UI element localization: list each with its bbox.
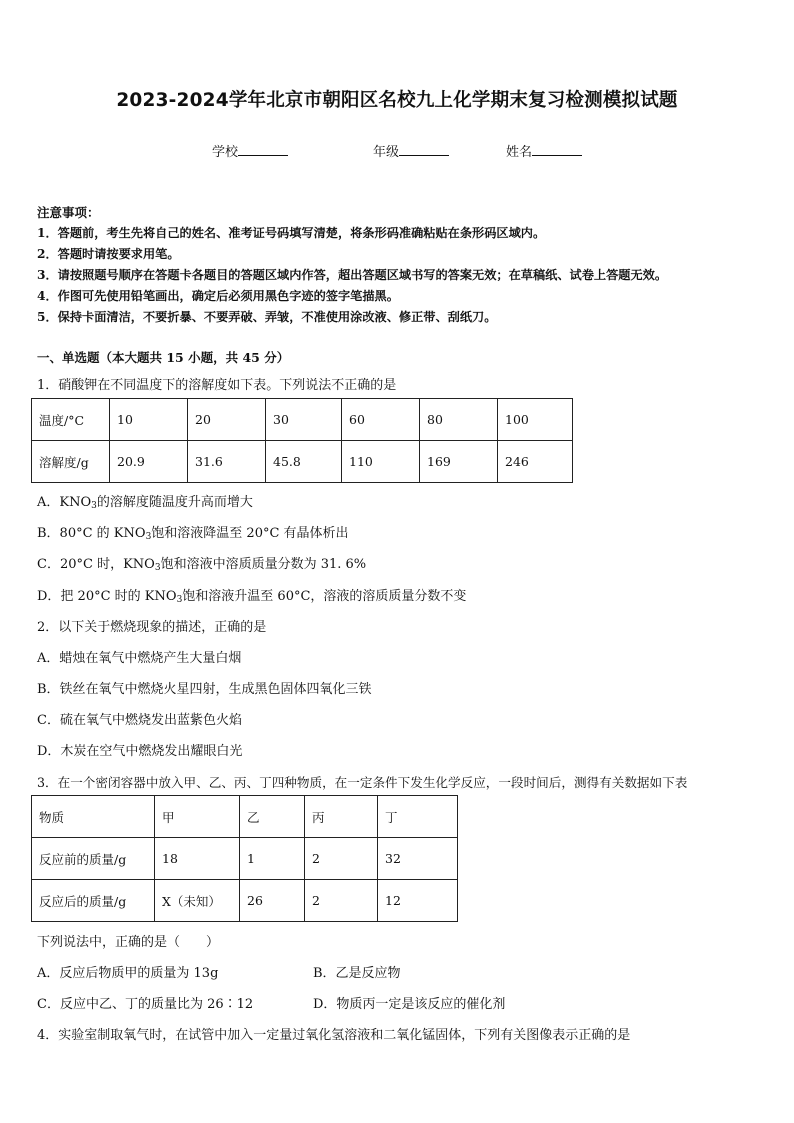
table-cell: 20.9 [110,441,188,483]
table-cell: 丙 [305,796,378,838]
subscript: 3 [91,501,97,511]
table-cell: 110 [342,441,420,483]
table-cell: 32 [378,838,458,880]
question-3-option-d: D．物质丙一定是该反应的催化剂 [313,997,506,1012]
grade-blank [399,143,449,156]
grade-field [373,141,449,160]
question-2-stem: 2．以下关于燃烧现象的描述，正确的是 [37,620,267,635]
table-cell: 物质 [32,796,155,838]
name-label: 姓名 [506,145,533,160]
school-field [212,141,288,160]
subscript: 3 [145,532,152,542]
table-cell: 1 [240,838,305,880]
table-cell: 溶解度/g [32,441,110,483]
question-3-option-c: C．反应中乙、丁的质量比为 26∶12 [37,997,254,1012]
table-cell: 10 [110,399,188,441]
table-cell: X（未知） [155,880,240,922]
table-cell: 26 [240,880,305,922]
school-label: 学校 [212,145,239,160]
subscript: 3 [176,595,183,605]
question-2-option-a: A．蜡烛在氧气中燃烧产生大量白烟 [37,651,242,666]
table-cell: 温度/°C [32,399,110,441]
section-heading: 一、单选题（本大题共 15 小题，共 45 分） [37,350,290,365]
option-text: 饱和溶液中溶质质量分数为 31. 6% [160,557,367,572]
question-3-sub-stem: 下列说法中，正确的是（ ） [37,935,220,950]
question-3-table [31,795,458,922]
question-3-option-b: B．乙是反应物 [313,966,401,981]
table-cell: 60 [342,399,420,441]
note-item: 3．请按照题号顺序在答题卡各题目的答题区域内作答，超出答题区域书写的答案无效；在草稿纸、试卷上答题无效。 [37,268,668,282]
question-3-stem: 3．在一个密闭容器中放入甲、乙、丙、丁四种物质，在一定条件下发生化学反应，一段时间后，测得有关数据如下表 [37,775,688,790]
option-text: 的溶解度随温度升高而增大 [96,495,253,510]
question-1-option-b [37,522,349,542]
question-2-option-b: B．铁丝在氧气中燃烧火星四射，生成黑色固体四氧化三铁 [37,682,372,697]
question-1-stem: 1．硝酸钾在不同温度下的溶解度如下表。下列说法不正确的是 [37,378,397,393]
table-cell: 12 [378,880,458,922]
table-cell: 反应后的质量/g [32,880,155,922]
note-item: 5．保持卡面清洁，不要折暴、不要弄破、弄皱，不准使用涂改液、修正带、刮纸刀。 [37,310,497,324]
table-cell: 20 [188,399,266,441]
table-cell: 30 [266,399,342,441]
option-text: C．20°C 时，KNO [37,557,155,572]
table-cell: 45.8 [266,441,342,483]
table-cell: 乙 [240,796,305,838]
school-blank [238,143,288,156]
note-item: 2．答题时请按要求用笔。 [37,247,180,261]
subscript: 3 [154,563,161,573]
grade-label: 年级 [373,145,400,160]
table-cell: 169 [420,441,498,483]
table-cell: 丁 [378,796,458,838]
name-field [506,141,582,160]
question-1-option-a [37,491,253,511]
question-2-option-c: C．硫在氧气中燃烧发出蓝紫色火焰 [37,713,242,728]
table-cell: 246 [498,441,573,483]
option-text: 饱和溶液升温至 60°C，溶液的溶质质量分数不变 [182,589,467,604]
table-cell: 甲 [155,796,240,838]
table-cell: 31.6 [188,441,266,483]
option-text: D．把 20°C 时的 KNO [37,589,177,604]
question-1-table [31,398,573,483]
option-text: B．80°C 的 KNO [37,526,146,541]
note-item: 4．作图可先使用铅笔画出，确定后必须用黑色字迹的签字笔描黑。 [37,289,399,303]
question-1-option-d [37,585,466,605]
table-cell: 2 [305,838,378,880]
option-text: A．KNO [37,495,92,510]
page-title: 2023-2024学年北京市朝阳区名校九上化学期末复习检测模拟试题 [116,90,678,111]
question-2-option-d: D．木炭在空气中燃烧发出耀眼白光 [37,744,243,759]
question-3-option-a: A．反应后物质甲的质量为 13g [37,966,219,981]
table-cell: 100 [498,399,573,441]
name-blank [532,143,582,156]
question-1-option-c [37,553,366,573]
note-item: 1．答题前，考生先将自己的姓名、准考证号码填写清楚，将条形码准确粘贴在条形码区域内。 [37,226,546,240]
option-text: 饱和溶液降温至 20°C 有晶体析出 [151,526,349,541]
table-cell: 2 [305,880,378,922]
table-cell: 反应前的质量/g [32,838,155,880]
table-cell: 80 [420,399,498,441]
question-4-stem: 4．实验室制取氧气时，在试管中加入一定量过氧化氢溶液和二氧化锰固体，下列有关图像表示正确的是 [37,1028,631,1043]
notes-heading: 注意事项： [37,205,100,220]
table-cell: 18 [155,838,240,880]
